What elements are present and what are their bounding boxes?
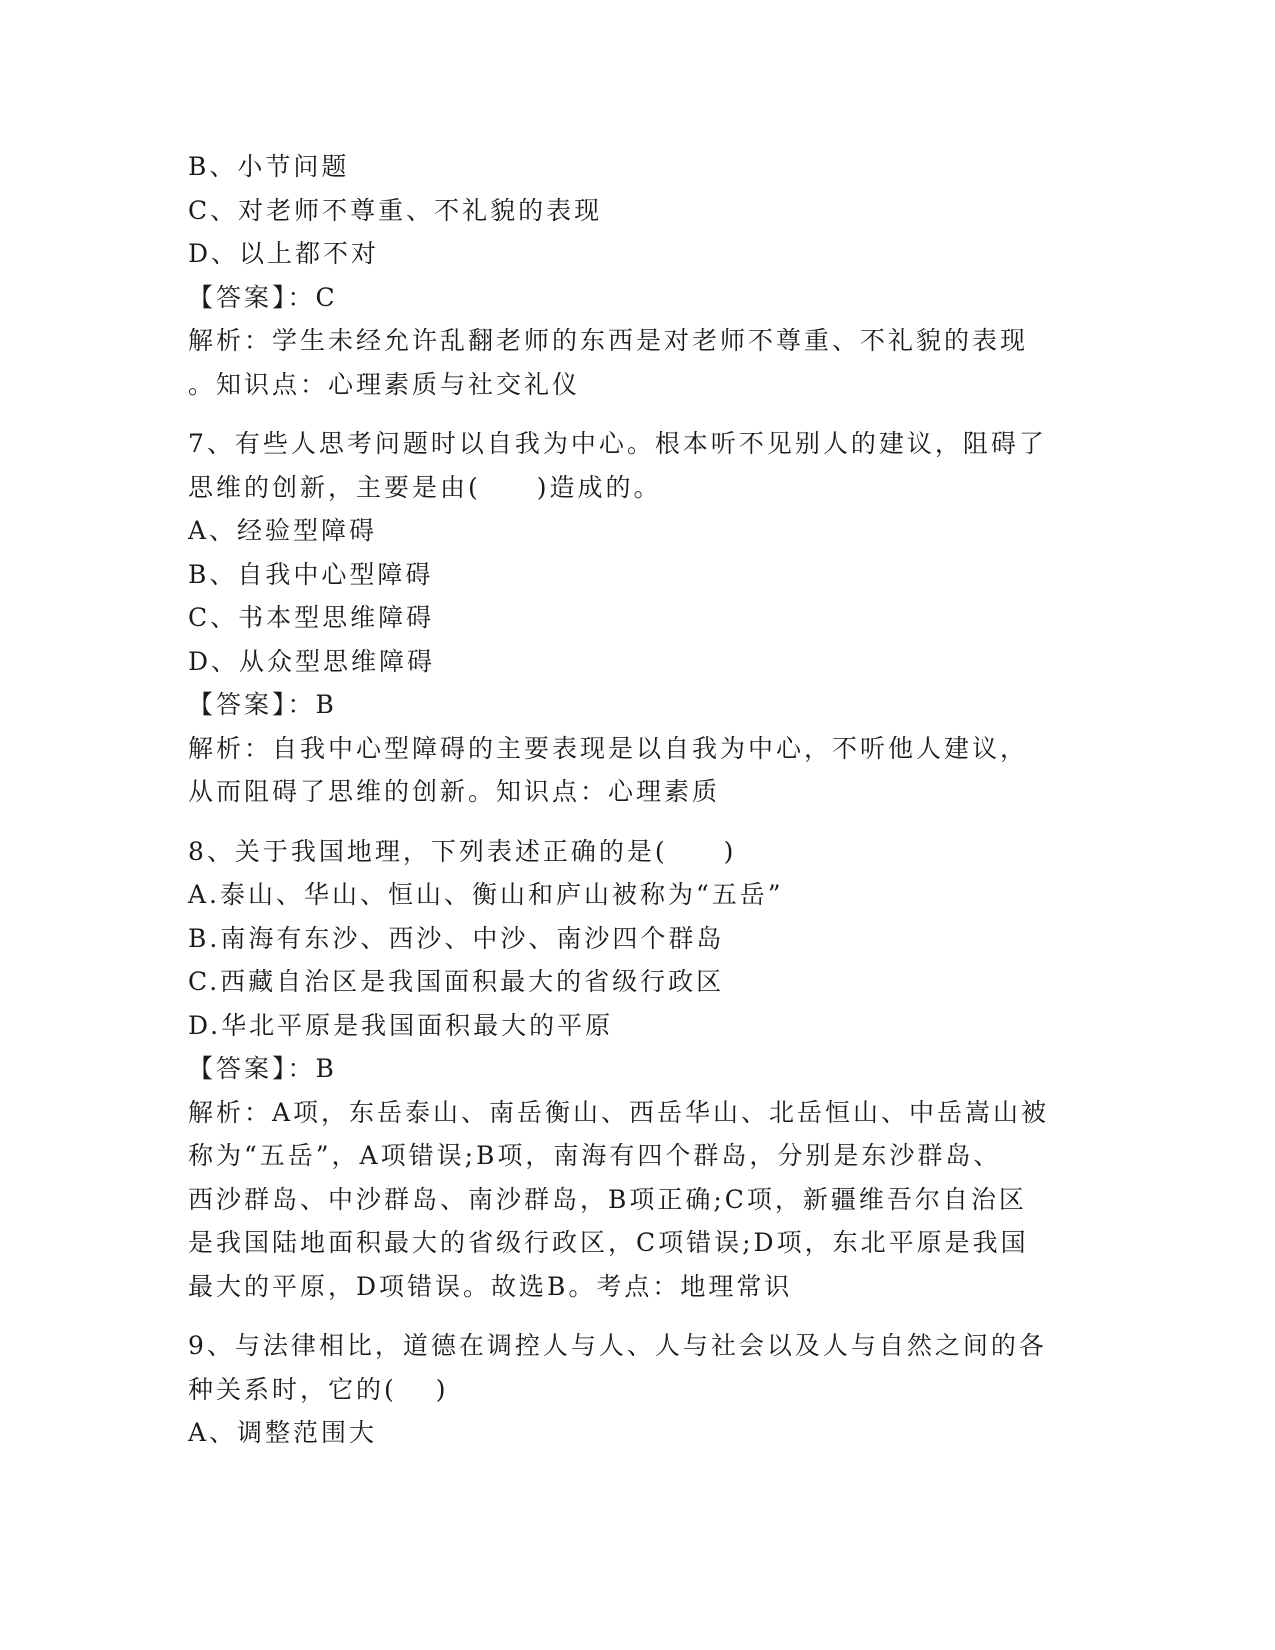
q6-option-d: D、以上都不对 [188, 239, 380, 268]
q8-analysis-line: 是我国陆地面积最大的省级行政区，C项错误;D项，东北平原是我国 [188, 1228, 1029, 1257]
q7-option-c: C、书本型思维障碍 [188, 603, 435, 632]
q6-analysis-line: 解析：学生未经允许乱翻老师的东西是对老师不尊重、不礼貌的表现 [188, 326, 1029, 355]
q6-option-c: C、对老师不尊重、不礼貌的表现 [188, 195, 603, 225]
q7-stem-line: 7、有些人思考问题时以自我为中心。根本听不见别人的建议，阻碍了 [188, 429, 1047, 458]
q8-analysis-line: 解析：A项，东岳泰山、南岳衡山、西岳华山、北岳恒山、中岳嵩山被 [188, 1097, 1050, 1127]
question-9 [188, 1324, 1088, 1455]
q9-option-a: A、调整范围大 [188, 1418, 378, 1447]
question-8 [188, 830, 1088, 1309]
q7-answer: 【答案】：B [188, 690, 337, 719]
q8-analysis-line: 称为“五岳”，A项错误;B项，南海有四个群岛，分别是东沙群岛、 [188, 1141, 1002, 1170]
q9-stem-line: 种关系时，它的( ) [188, 1374, 449, 1404]
q8-option-b: B.南海有东沙、西沙、中沙、南沙四个群岛 [188, 923, 725, 953]
q7-option-b: B、自我中心型障碍 [188, 559, 434, 589]
q7-analysis-line: 解析：自我中心型障碍的主要表现是以自我为中心，不听他人建议， [188, 733, 1029, 763]
question-6 [188, 145, 1088, 406]
question-7 [188, 422, 1088, 814]
q6-analysis-line: 。知识点：心理素质与社交礼仪 [188, 369, 581, 399]
document-page [188, 145, 1088, 1455]
q7-option-a: A、经验型障碍 [188, 516, 378, 545]
q6-option-b: B、小节问题 [188, 152, 350, 181]
q7-stem-line: 思维的创新，主要是由( )造成的。 [188, 472, 662, 502]
q8-answer: 【答案】：B [188, 1054, 337, 1083]
q8-option-d: D.华北平原是我国面积最大的平原 [188, 1010, 614, 1040]
q6-answer: 【答案】：C [188, 282, 338, 312]
q8-option-a: A.泰山、华山、恒山、衡山和庐山被称为“五岳” [188, 880, 784, 909]
q8-analysis-line: 最大的平原，D项错误。故选B。考点：地理常识 [188, 1271, 793, 1301]
q8-option-c: C.西藏自治区是我国面积最大的省级行政区 [188, 967, 725, 996]
q8-analysis-line: 西沙群岛、中沙群岛、南沙群岛，B项正确;C项，新疆维吾尔自治区 [188, 1184, 1027, 1214]
q7-option-d: D、从众型思维障碍 [188, 646, 436, 676]
q9-stem-line: 9、与法律相比，道德在调控人与人、人与社会以及人与自然之间的各 [188, 1331, 1047, 1360]
q8-stem-line: 8、关于我国地理，下列表述正确的是( ) [188, 836, 737, 866]
q7-analysis-line: 从而阻碍了思维的创新。知识点：心理素质 [188, 777, 721, 806]
